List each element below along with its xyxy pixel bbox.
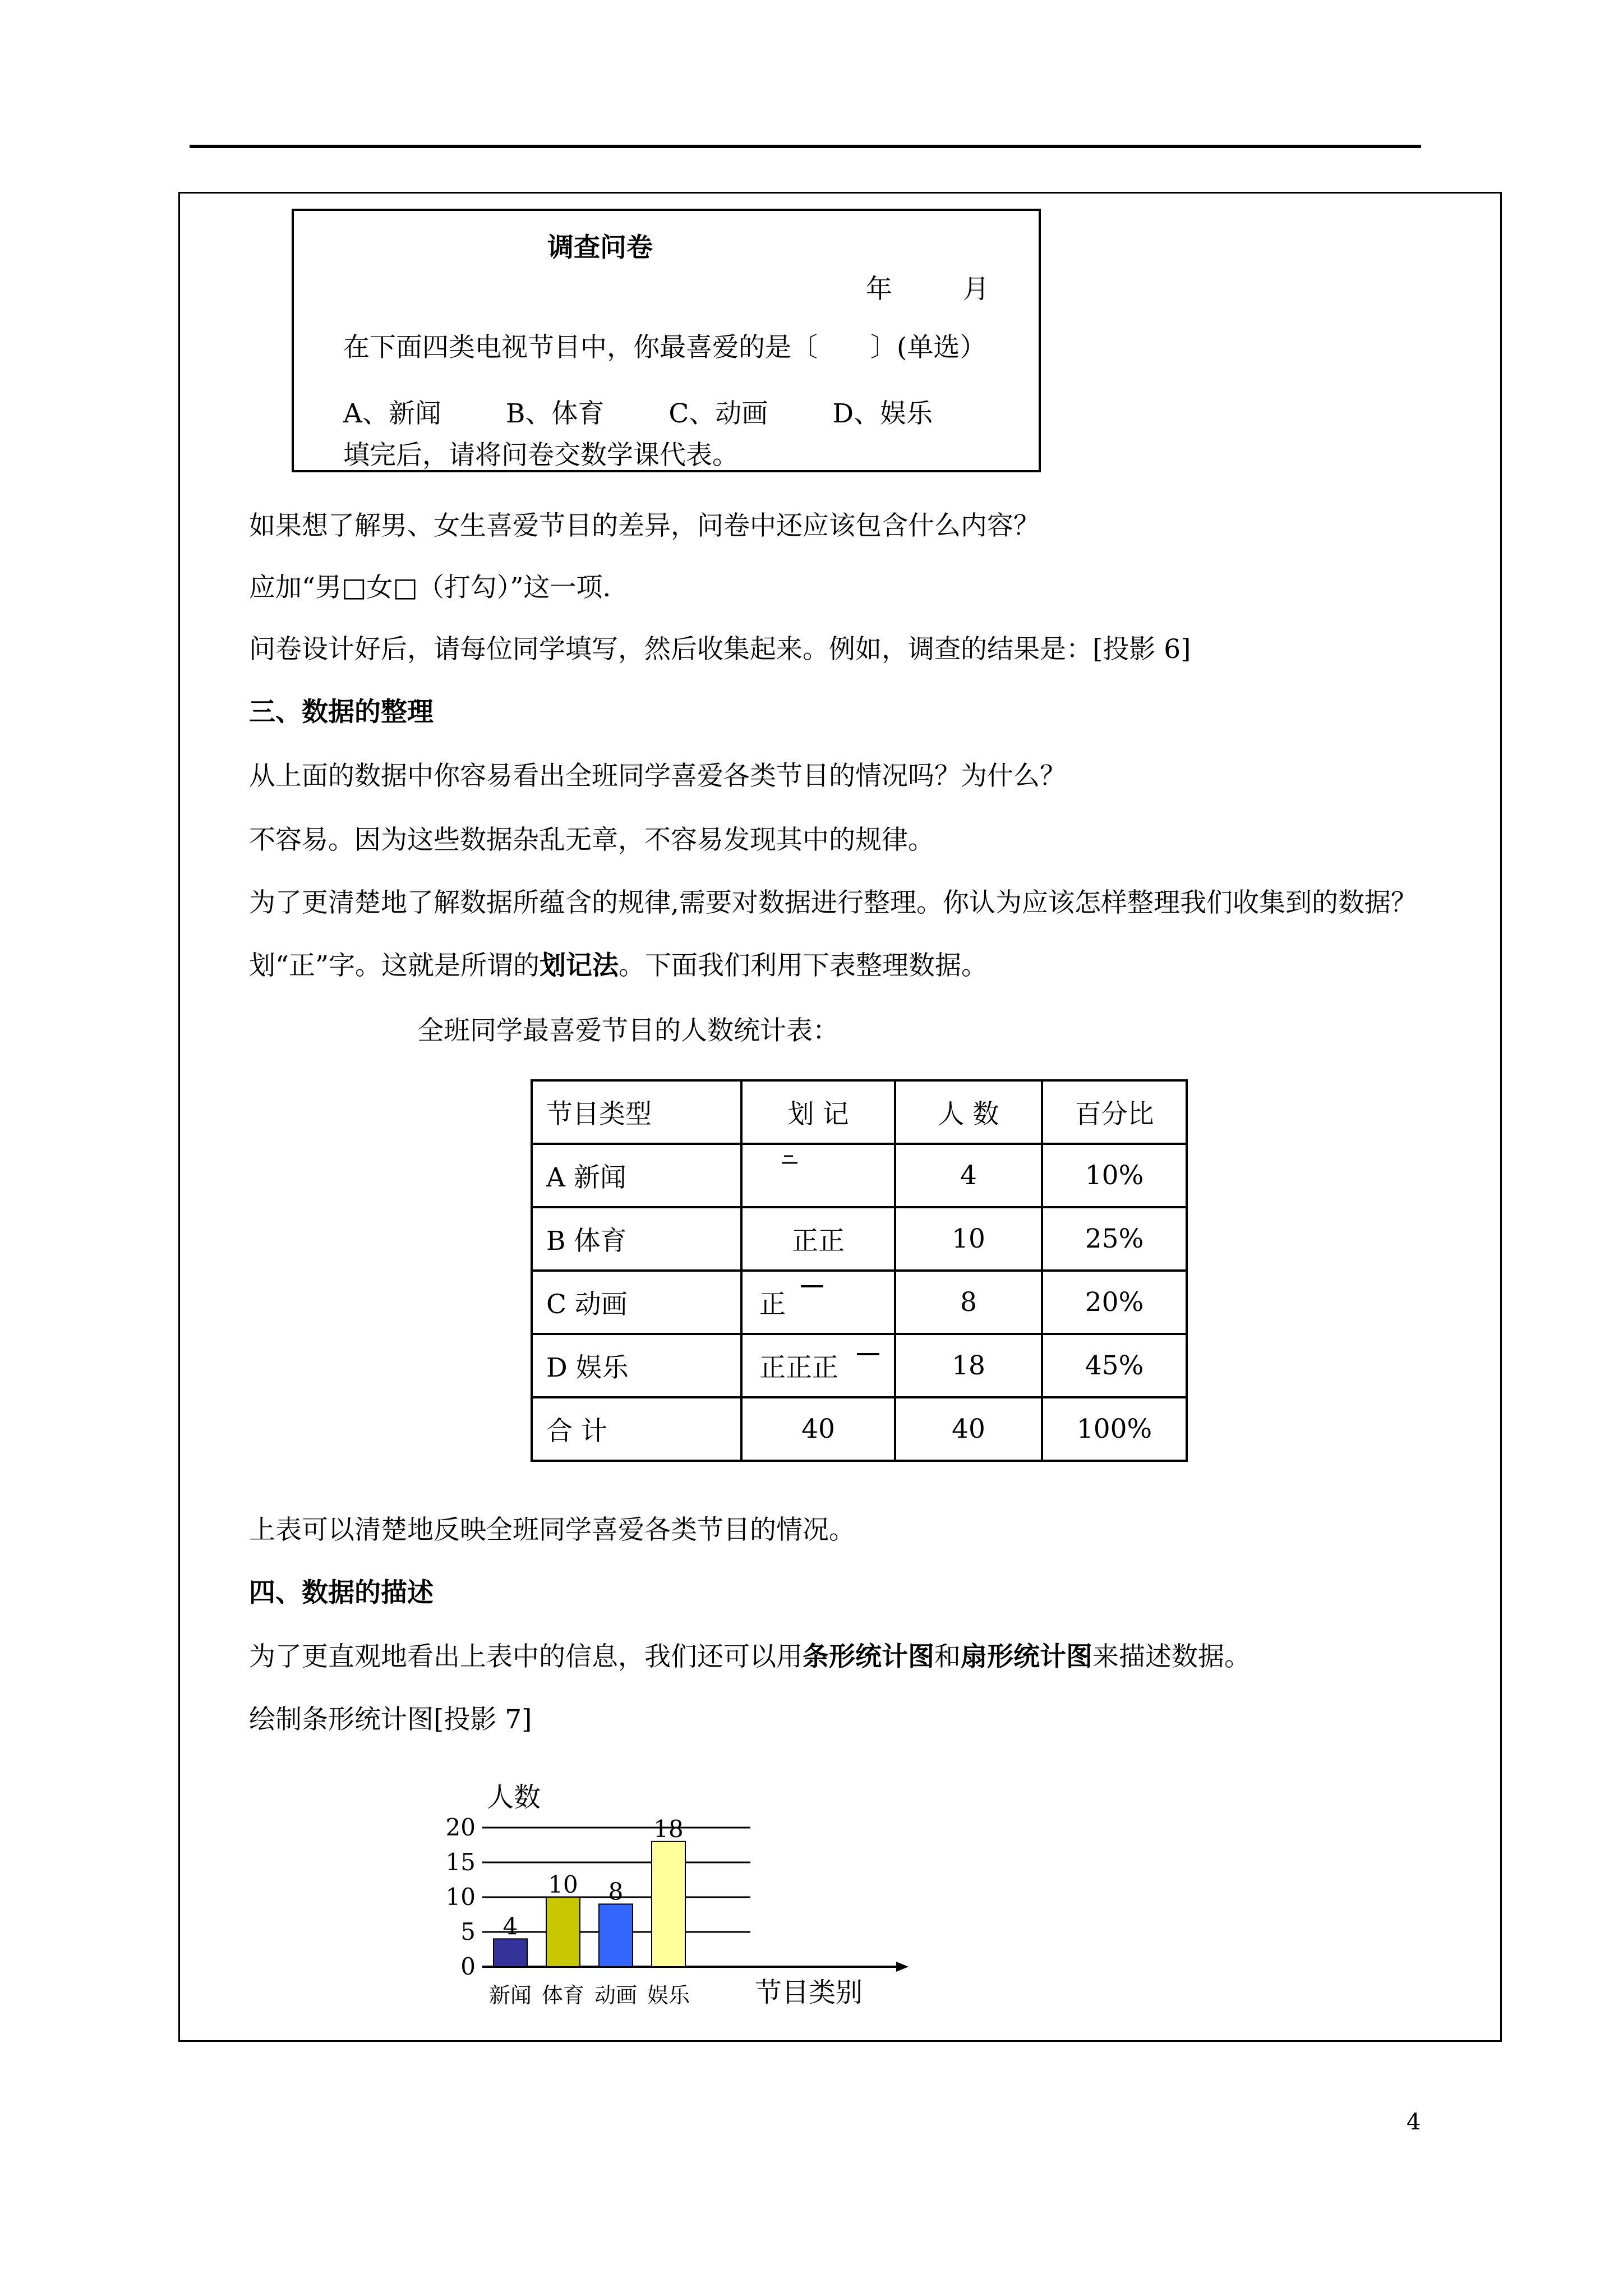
tally-stroke-icon [855, 1350, 883, 1361]
percent-cell: 25% [1042, 1207, 1187, 1271]
header-rule [190, 145, 1421, 148]
y-tick-label: 0 [460, 1953, 476, 1980]
y-axis-label: 人数 [487, 1782, 541, 1813]
type-cell: D 娱乐 [532, 1334, 741, 1397]
option-a: A、新闻 [343, 398, 441, 429]
page-number: 4 [1407, 2109, 1421, 2135]
count-cell: 40 [895, 1397, 1042, 1461]
paragraph: 问卷设计好后，请每位同学填写，然后收集起来。例如，调查的结果是：[投影 6] [249, 634, 1191, 665]
header-cell: 节目类型 [532, 1080, 741, 1144]
table-row [532, 1397, 1187, 1461]
tally-stroke-icon [799, 1282, 827, 1293]
header-cell: 百分比 [1042, 1080, 1187, 1144]
tally-cell [741, 1144, 895, 1207]
y-tick-label: 15 [445, 1848, 476, 1876]
survey-date [866, 268, 989, 306]
table-row [532, 1271, 1187, 1334]
survey-box [292, 209, 1041, 472]
table-caption: 全班同学最喜爱节目的人数统计表： [417, 1015, 839, 1046]
y-tick-label: 10 [445, 1883, 476, 1911]
bold-term: 划记法 [540, 950, 619, 981]
data-label: 8 [608, 1878, 624, 1906]
paragraph: 应加“男□女□（打勾）”这一项. [249, 572, 611, 603]
tally-cell [741, 1334, 895, 1397]
tally-cell [741, 1271, 895, 1334]
paragraph [249, 945, 988, 982]
stats-table [531, 1079, 1188, 1462]
data-label: 18 [653, 1815, 684, 1843]
header-cell: 划 记 [741, 1080, 895, 1144]
percent-cell: 10% [1042, 1144, 1187, 1207]
text-run: 。下面我们利用下表整理数据。 [619, 950, 988, 981]
table-header-row [532, 1080, 1187, 1144]
x-tick-label: 娱乐 [647, 1983, 690, 2008]
paragraph [249, 1636, 1251, 1673]
data-label: 4 [502, 1912, 518, 1940]
date-year: 年 [866, 274, 892, 305]
table-row [532, 1334, 1187, 1397]
type-cell: 合 计 [532, 1397, 741, 1461]
tally-marks: 正 [759, 1289, 786, 1320]
text-run: 划“正”字。这就是所谓的 [249, 950, 540, 981]
tally-stroke-icon [781, 1153, 803, 1170]
percent-cell: 20% [1042, 1271, 1187, 1334]
date-month: 月 [962, 274, 989, 305]
y-tick-label: 20 [445, 1814, 476, 1841]
table-row [532, 1207, 1187, 1271]
percent-cell: 45% [1042, 1334, 1187, 1397]
header-cell: 人 数 [895, 1080, 1042, 1144]
section-heading: 四、数据的描述 [249, 1577, 434, 1608]
count-cell: 10 [895, 1207, 1042, 1271]
type-cell: B 体育 [532, 1207, 741, 1271]
y-tick-label: 5 [460, 1918, 476, 1945]
survey-question: 在下面四类电视节目中，你最喜爱的是〔 〕(单选） [343, 332, 986, 363]
bar [546, 1897, 580, 1967]
option-c: C、动画 [668, 398, 768, 429]
option-b: B、体育 [505, 398, 605, 429]
tally-cell: 正正 [741, 1207, 895, 1271]
survey-options [343, 393, 989, 430]
table-row [532, 1144, 1187, 1207]
survey-note: 填完后，请将问卷交数学课代表。 [343, 440, 739, 471]
count-cell: 18 [895, 1334, 1042, 1397]
count-cell: 4 [895, 1144, 1042, 1207]
count-cell: 8 [895, 1271, 1042, 1334]
paragraph: 如果想了解男、女生喜爱节目的差异，问卷中还应该包含什么内容？ [249, 510, 1040, 541]
paragraph: 不容易。因为这些数据杂乱无章，不容易发现其中的规律。 [249, 825, 934, 855]
tally-cell: 40 [741, 1397, 895, 1461]
option-d: D、娱乐 [832, 398, 933, 429]
bold-term: 扇形统计图 [961, 1641, 1092, 1672]
type-cell: C 动画 [532, 1271, 741, 1334]
data-label: 10 [548, 1871, 578, 1898]
text-run: 为了更直观地看出上表中的信息，我们还可以用 [249, 1641, 803, 1672]
paragraph: 为了更清楚地了解数据所蕴含的规律,需要对数据进行整理。你认为应该怎样整理我们收集到的数据？ [249, 887, 1417, 918]
x-axis-label: 节目类别 [755, 1977, 863, 2008]
bar [652, 1842, 685, 1967]
type-cell: A 新闻 [532, 1144, 741, 1207]
x-axis-arrow-icon [896, 1962, 909, 1972]
x-tick-label: 新闻 [488, 1983, 532, 2008]
bar [599, 1904, 633, 1967]
x-tick-label: 体育 [541, 1983, 585, 2008]
tally-marks: 正正正 [759, 1352, 838, 1383]
paragraph: 上表可以清楚地反映全班同学喜爱各类节目的情况。 [249, 1515, 855, 1545]
paragraph: 绘制条形统计图[投影 7] [249, 1704, 532, 1735]
text-run: 和 [934, 1641, 961, 1672]
x-tick-label: 动画 [594, 1983, 638, 2008]
section-heading: 三、数据的整理 [249, 697, 434, 728]
bar [494, 1939, 527, 1967]
text-run: 来描述数据。 [1092, 1641, 1251, 1672]
bar-chart [431, 1773, 935, 2031]
paragraph: 从上面的数据中你容易看出全班同学喜爱各类节目的情况吗？为什么？ [249, 761, 1066, 792]
percent-cell: 100% [1042, 1397, 1187, 1461]
bold-term: 条形统计图 [803, 1641, 934, 1672]
survey-title: 调查问卷 [547, 232, 653, 263]
